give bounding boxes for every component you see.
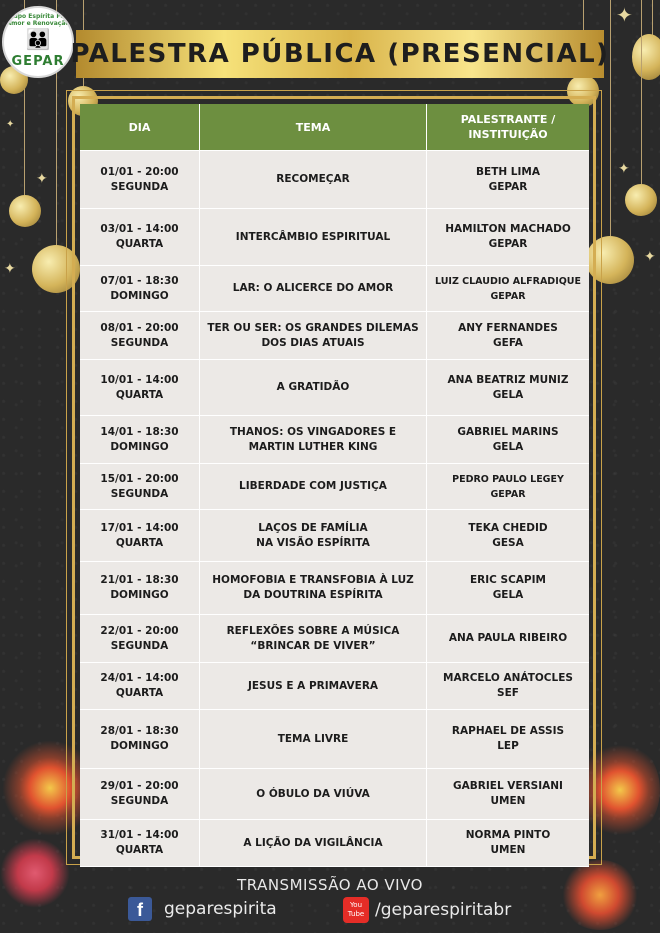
gold-ornament	[625, 184, 657, 216]
cell-palestrante: LUIZ CLAUDIO ALFRADIQUE GEPAR	[434, 275, 582, 302]
table-row	[80, 663, 589, 710]
cell-palestrante: HAMILTON MACHADO GEPAR	[445, 223, 571, 250]
ornament-string	[641, 0, 642, 184]
gold-ornament	[632, 34, 660, 80]
cell-tema: TER OU SER: OS GRANDES DILEMAS DOS DIAS ATUAIS	[200, 312, 427, 359]
cell-dia: 24/01 - 14:00 QUARTA	[80, 663, 200, 709]
table-row	[80, 615, 589, 663]
ornament-string	[610, 0, 611, 236]
youtube-icon-text: You	[349, 901, 363, 909]
table-row	[80, 312, 589, 360]
table-row	[80, 416, 589, 464]
title-banner	[70, 30, 610, 78]
cell-tema: TEMA LIVRE	[200, 710, 427, 768]
table-row	[80, 710, 589, 769]
cell-tema: LAÇOS DE FAMÍLIA NA VISÃO ESPÍRITA	[200, 510, 427, 561]
cell-dia: 01/01 - 20:00 SEGUNDA	[80, 151, 200, 208]
cell-tema: A GRATIDÃO	[200, 360, 427, 415]
cell-palestrante: GABRIEL VERSIANI UMEN	[453, 780, 563, 807]
sparkle-icon: ✦	[4, 261, 16, 277]
cell-palestrante: GABRIEL MARINS GELA	[457, 425, 559, 453]
cell-tema: A LIÇÃO DA VIGILÂNCIA	[200, 820, 427, 866]
cell-tema: REFLEXÕES SOBRE A MÚSICA “BRINCAR DE VIVER”	[200, 615, 427, 662]
table-row	[80, 266, 589, 312]
cell-palestrante: NORMA PINTO UMEN	[465, 829, 551, 856]
cell-dia: 03/01 - 14:00 QUARTA	[80, 209, 200, 265]
cell-palestrante: ANA PAULA RIBEIRO	[448, 632, 568, 644]
cell-dia: 22/01 - 20:00 SEGUNDA	[80, 615, 200, 662]
table-row	[80, 151, 589, 209]
cell-dia: 28/01 - 18:30 DOMINGO	[80, 710, 200, 768]
facebook-link[interactable]	[128, 897, 277, 921]
cell-palestrante: ERIC SCAPIM GELA	[470, 574, 546, 601]
facebook-icon: f	[128, 897, 152, 921]
sparkle-icon: ✦	[644, 249, 656, 265]
cell-tema: INTERCÂMBIO ESPIRITUAL	[200, 209, 427, 265]
firework-icon	[0, 838, 70, 908]
table-row	[80, 209, 589, 266]
sparkle-icon: ✦	[618, 161, 630, 177]
cell-dia: 17/01 - 14:00 QUARTA	[80, 510, 200, 561]
cell-palestrante: BETH LIMA GEPAR	[476, 165, 540, 193]
cell-dia: 08/01 - 20:00 SEGUNDA	[80, 312, 200, 359]
cell-dia: 15/01 - 20:00 SEGUNDA	[80, 464, 200, 509]
cell-palestrante: ANA BEATRIZ MUNIZ GELA	[447, 373, 569, 401]
page-title: PALESTRA PÚBLICA (PRESENCIAL)	[70, 39, 610, 69]
youtube-link[interactable]	[343, 897, 511, 923]
cell-dia: 31/01 - 14:00 QUARTA	[80, 820, 200, 866]
cell-palestrante: TEKA CHEDID GESA	[468, 521, 548, 549]
ornament-string	[652, 0, 653, 36]
cell-dia: 10/01 - 14:00 QUARTA	[80, 360, 200, 415]
gepar-logo	[2, 6, 74, 78]
table-body	[80, 151, 589, 867]
cell-tema: O ÓBULO DA VIÚVA	[200, 769, 427, 819]
table-header	[80, 104, 589, 151]
logo-name: GEPAR	[11, 54, 65, 69]
facebook-handle: geparespirita	[164, 899, 277, 919]
table-row	[80, 464, 589, 510]
cell-tema: RECOMEÇAR	[200, 151, 427, 208]
family-icon: 👪	[25, 27, 51, 51]
cell-tema: LIBERDADE COM JUSTIÇA	[200, 464, 427, 509]
logo-ring-text: Grupo Espírita Paz, Amor e Renovação	[5, 13, 71, 27]
sparkle-icon: ✦	[616, 3, 633, 27]
cell-tema: LAR: O ALICERCE DO AMOR	[200, 266, 427, 311]
cell-palestrante: MARCELO ANÁTOCLES SEF	[443, 672, 573, 699]
table-row	[80, 360, 589, 416]
firework-icon	[560, 860, 640, 930]
table-row	[80, 769, 589, 820]
cell-dia: 07/01 - 18:30 DOMINGO	[80, 266, 200, 311]
youtube-icon-text: Tube	[347, 910, 365, 918]
cell-tema: JESUS E A PRIMAVERA	[200, 663, 427, 709]
cell-tema: HOMOFOBIA E TRANSFOBIA À LUZ DA DOUTRINA ESPÍRITA	[200, 562, 427, 614]
table-row	[80, 820, 589, 867]
sparkle-icon: ✦	[36, 171, 48, 187]
table-row	[80, 510, 589, 562]
cell-tema: THANOS: OS VINGADORES E MARTIN LUTHER KING	[200, 416, 427, 463]
header-tema: TEMA	[200, 104, 427, 150]
cell-palestrante: ANY FERNANDES GEFA	[458, 321, 558, 349]
youtube-icon	[343, 897, 369, 923]
sparkle-icon: ✦	[6, 119, 15, 130]
header-palestrante: PALESTRANTE / INSTITUIÇÃO	[460, 113, 556, 141]
header-dia: DIA	[80, 104, 200, 150]
youtube-handle: /geparespiritabr	[375, 900, 512, 920]
cell-palestrante: RAPHAEL DE ASSIS LEP	[451, 725, 565, 752]
cell-palestrante: PEDRO PAULO LEGEY GEPAR	[452, 473, 564, 500]
schedule-table	[80, 104, 589, 867]
cell-dia: 29/01 - 20:00 SEGUNDA	[80, 769, 200, 819]
table-row	[80, 562, 589, 615]
gold-ornament	[9, 195, 41, 227]
cell-dia: 14/01 - 18:30 DOMINGO	[80, 416, 200, 463]
livestream-title: TRANSMISSÃO AO VIVO	[237, 876, 423, 894]
cell-dia: 21/01 - 18:30 DOMINGO	[80, 562, 200, 614]
